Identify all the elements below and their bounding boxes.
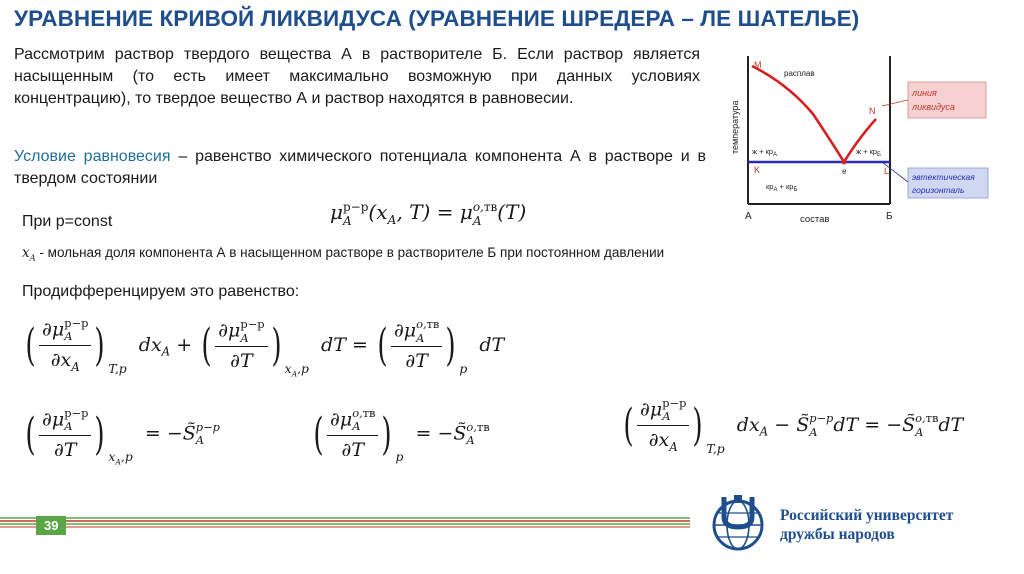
intro-paragraph: Рассмотрим раствор твердого вещества А в растворителе Б. Если раствор является насыщенным (то есть имеет максимально возможную при данных условиях концентрацию), то твердое вещество А и раствор находятся в равновесии. <box>14 46 700 107</box>
point-k: K <box>754 165 761 175</box>
liquidus-label-1: линия <box>912 88 937 98</box>
melt-label: расплав <box>784 69 815 78</box>
result-equation: ( ∂μ р−р A $\partial x_A$ ) T,p $dx_A$ − S̃ p−p A dT = −S̃ o,тв A dT <box>623 396 964 456</box>
region-left-label: $ж + кр_А$ <box>752 147 778 158</box>
university-logo-icon <box>708 493 768 553</box>
corner-a-label: А <box>745 211 752 222</box>
entropy-equation-solid: ( ∂μ o,тв A ∂T ) p = −S̃ o,тв A <box>313 406 490 465</box>
xa-description: $x_A$ - мольная доля компонента А в насыщенном растворе в растворителе Б при постоянном давлении <box>22 245 665 263</box>
condition-text: – равенство химического потенциала компонента А в растворе и в твердом состоянии <box>14 148 707 187</box>
equilibrium-condition <box>14 146 706 190</box>
point-m: M <box>754 60 762 70</box>
entropy-equation-solution: ( ∂μ р−р A ∂T ) $x_A,p$ = −S̃ p−p A <box>25 406 220 467</box>
diagram-labels <box>906 74 992 204</box>
point-n: N <box>869 106 876 116</box>
university-name-line1: Российский университет <box>780 507 954 524</box>
xa-description-text: - мольная доля компонента А в насыщенном растворе в растворителе Б при постоянном давлении <box>35 245 665 260</box>
footer-stripes <box>0 516 690 530</box>
region-right-label: $ж + кр_Б$ <box>856 147 881 158</box>
corner-b-label: Б <box>886 211 893 222</box>
condition-highlight: Условие равновесия <box>14 148 171 165</box>
university-name-line2: дружбы народов <box>780 526 895 543</box>
point-e: e <box>842 167 847 176</box>
region-bottom-label: $кр_А + кр_Б$ <box>766 182 798 193</box>
differential-equation: ( ∂μ р−р A $\partial x_A$ ) T,p $dx_A$ + ( ∂μ р−р A ∂T ) $x_A,p$ dT = ( ∂μ o,тв A ∂T ) p dT <box>25 316 505 379</box>
eutectic-label-2: горизонталь <box>912 185 965 195</box>
label-pointers <box>880 90 910 190</box>
liquidus-label-2: ликвидуса <box>912 102 955 112</box>
y-axis-label: температура <box>730 100 740 154</box>
equilibrium-equation: μ р−р A ($x_A$, T) = μ o,тв A (T) <box>330 199 527 228</box>
differentiate-label: Продифференцируем это равенство: <box>22 283 300 300</box>
eutectic-label-1: эвтектическая <box>912 172 975 182</box>
x-axis-label: состав <box>800 214 830 225</box>
p-const-label: При р=const <box>22 213 113 230</box>
page-number: 39 <box>36 516 66 535</box>
page-title: УРАВНЕНИЕ КРИВОЙ ЛИКВИДУСА (УРАВНЕНИЕ ШРЕДЕРА – ЛЕ ШАТЕЛЬЕ) <box>14 6 860 31</box>
point-l: L <box>884 166 890 176</box>
university-name <box>780 506 953 544</box>
eutectic-point <box>842 160 847 165</box>
